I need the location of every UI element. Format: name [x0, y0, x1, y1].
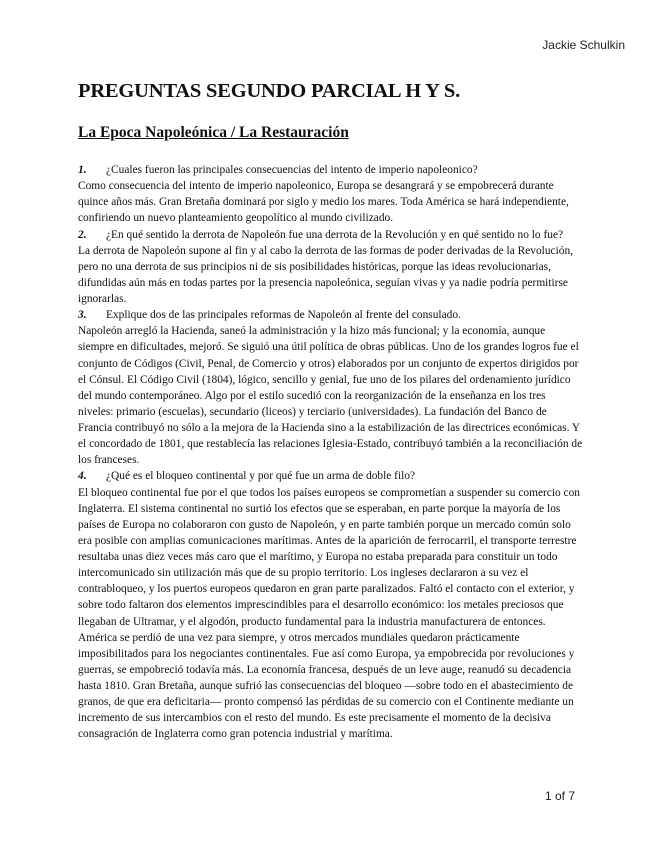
question-1: [78, 162, 583, 178]
answer-1: Como consecuencia del intento de imperio napoleonico, Europa se desangrará y se empobrecerá durante quince años más. Gran Bretaña dominará por siglo y medio los mares. Toda América se hará independiente, confiriendo un nuevo planteamiento geopolítico al mundo civilizado.: [78, 180, 569, 225]
answer-4: El bloqueo continental fue por el que todos los países europeos se comprometían a suspender su comercio con Inglaterra. El sistema continental no surtió los efectos que se esperaban, en parte porque la mayoría de los países de Europa no colaboraron con gusto de Napoleón, y en parte también porque un mercado común solo era posible con amplias comunicaciones marítimas. Antes de la aparición de ferrocarril, el transporte terrestre resultaba unas diez veces más caro que el marítimo, y Europa no estaba preparada para constituir un todo intercomunicado sin utilización más que de su propio territorio. Los ingleses declararon a su vez el contrabloqueo, y los puertos europeos quedaron en gran parte paralizados. Faltó el contacto con el exterior, y sobre todo faltaron dos elementos imprescindibles para el desarrollo económico: los metales preciosos que llegaban de Ultramar, y el algodón, producto fundamental para la industria manufacturera de entonces. América se perdió de una vez para siempre, y otros mercados mundiales quedaron prácticamente imposibilitados para los negociantes continentales. Fue así como Europa, ya empobrecida por revoluciones y guerras, se empobreció todavía más. La economía francesa, después de un leve auge, reanudó su decadencia hasta 1810. Gran Bretaña, aunque sufrió las consecuencias del bloqueo —sobre todo en el abastecimiento de granos, de que era deficitaria— pronto compensó las pérdidas de su comercio con el Continente mediante un incremento de sus intercambios con el resto del mundo. Es este precisamente el momento de la decisiva consagración de Inglaterra como gran potencia industrial y marítima.: [78, 486, 580, 741]
question-4: [78, 468, 583, 484]
question-number: 3.: [78, 309, 87, 322]
question-text: ¿En qué sentido la derrota de Napoleón fue una derrota de la Revolución y en qué sentido no lo fue?: [106, 228, 564, 241]
page-indicator: 1 of 7: [544, 789, 575, 803]
question-text: ¿Cuales fueron las principales consecuencias del intento de imperio napoleonico?: [106, 164, 478, 176]
question-2: [78, 227, 583, 243]
author-name: Jackie Schulkin: [542, 38, 625, 52]
question-text: Explique dos de las principales reformas de Napoleón al frente del consulado.: [106, 309, 461, 322]
question-text: ¿Qué es el bloqueo continental y por qué fue un arma de doble filo?: [106, 470, 416, 483]
page-title: PREGUNTAS SEGUNDO PARCIAL H Y S.: [78, 80, 461, 102]
question-number: 2.: [78, 228, 87, 241]
answer-2: La derrota de Napoleón supone al fin y al cabo la derrota de las formas de poder derivadas de la Revolución, pero no una derrota de sus principios ni de sis posibilidades históricas, porque las ideas revolucionarias, difundidas aún más en todas partes por la presencia napoleónica, seguían vivas y ya nadie podría permitirse ignorarlas.: [78, 244, 573, 305]
document-body: [78, 162, 583, 743]
question-number: 1.: [78, 164, 87, 176]
question-3: [78, 307, 583, 323]
section-title: La Epoca Napoleónica / La Restauración: [78, 124, 349, 141]
answer-3: Napoleón arregló la Hacienda, saneó la administración y la hizo más funcional; y la economía, aunque siempre en dificultades, mejoró. Se siguió una útil política de obras públicas. Uno de los grandes logros fue el conjunto de Códigos (Civil, Penal, de Comercio y otros) elaborados por un conjunto de expertos dirigidos por el Cónsul. El Código Civil (1804), lógico, sencillo y genial, fue uno de los pilares del ordenamiento jurídico del mundo contemporáneo. Algo por el estilo sucedió con la reorganización de la enseñanza en los tres niveles: primario (escuelas), secundario (liceos) y terciario (universidades). La fundación del Banco de Francia contribuyó no sólo a la mejora de la Hacienda sino a la estabilización de las directrices económicas. Y el concordado de 1801, que restablecía las relaciones Iglesia-Estado, contribuyó también a la reconciliación de los franceses.: [78, 325, 583, 467]
question-number: 4.: [78, 470, 87, 483]
